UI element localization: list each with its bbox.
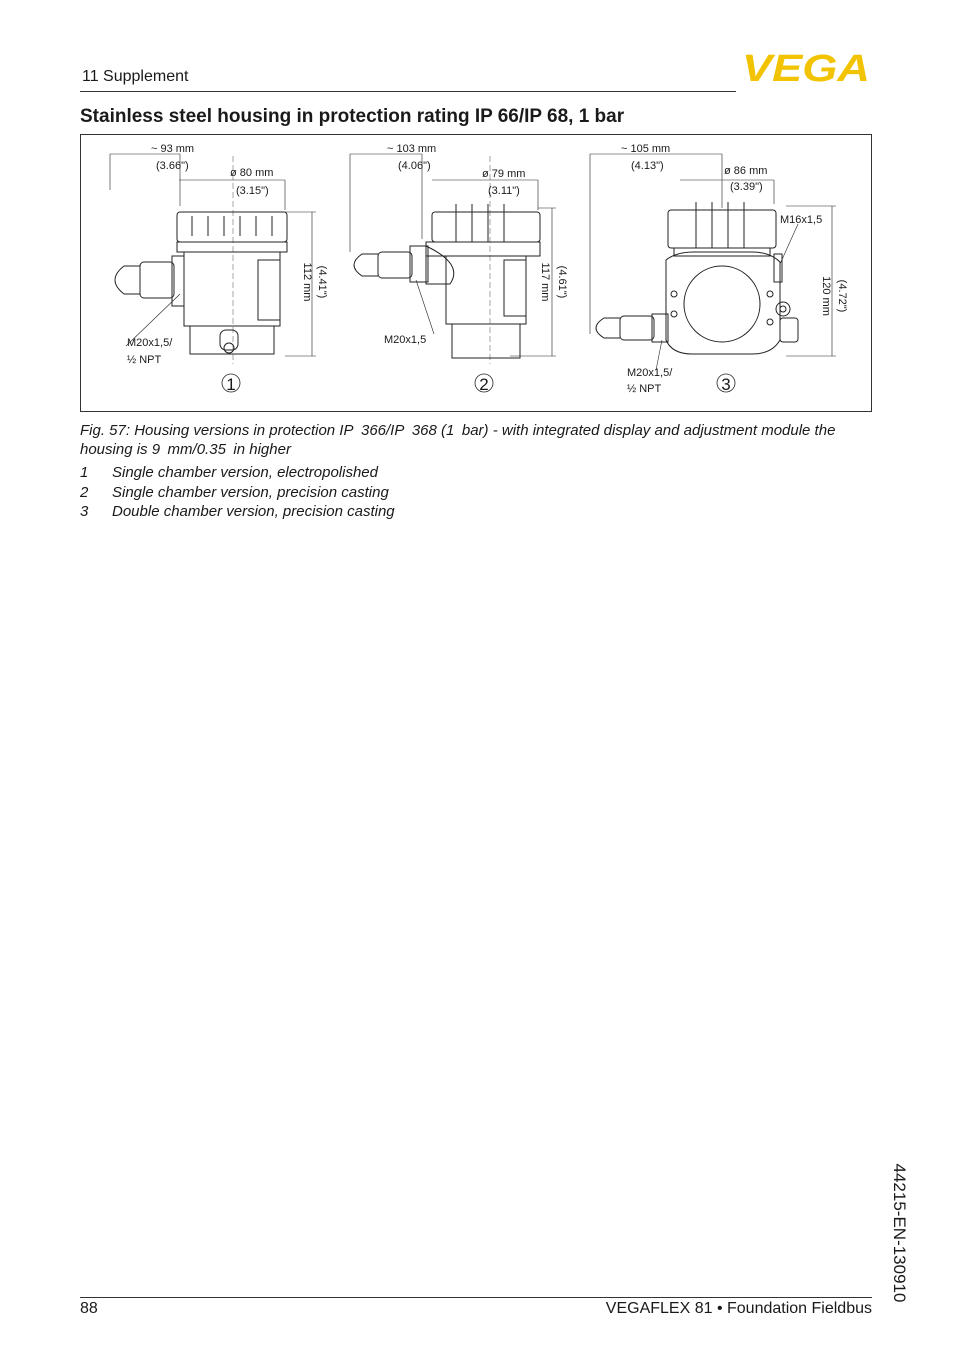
h3-width-mm: ~ 105 mm <box>621 143 671 155</box>
h2-diameter-mm: ø 79 mm <box>482 168 526 180</box>
housing-3-marker: 3 <box>721 375 731 394</box>
h3-height-mm: 120 mm <box>820 276 832 316</box>
housing-drawing <box>80 134 872 412</box>
housing-3-drawing <box>590 154 836 356</box>
h2-width-mm: ~ 103 mm <box>387 143 437 155</box>
h2-height-mm: 117 mm <box>539 262 551 302</box>
legend-number: 1 <box>80 464 89 481</box>
h3-diameter-in: (3.39") <box>730 181 763 193</box>
h1-thread-line2: ½ NPT <box>127 354 162 366</box>
header-rule <box>80 91 736 92</box>
page-title: Stainless steel housing in protection rating IP 66/IP 68, 1 bar <box>80 106 625 127</box>
h2-height-in: (4.61") <box>556 265 568 299</box>
figure-caption: Fig. 57: Housing versions in protection IP 366/IP 368 (1 bar) - with integrated display and adjustment module the housing is 9 mm/0.35 in higher <box>80 422 836 458</box>
document-id: 44215-EN-130910 <box>890 1163 909 1303</box>
h1-diameter-mm: ø 80 mm <box>230 167 274 179</box>
vega-logo <box>742 50 872 84</box>
page-number: 88 <box>80 1300 98 1317</box>
h1-width-mm: ~ 93 mm <box>151 143 195 155</box>
footer-rule <box>80 1297 872 1298</box>
h1-height-in: (4.41") <box>316 265 328 299</box>
h3-thread-line1: M20x1,5/ <box>627 367 673 379</box>
h3-thread-top: M16x1,5 <box>780 214 823 226</box>
legend-number: 3 <box>80 503 89 520</box>
footer-doc-title: VEGAFLEX 81 • Foundation Fieldbus <box>605 1300 872 1317</box>
housing-1-marker: 1 <box>226 375 236 394</box>
legend-item <box>80 503 395 523</box>
section-label: 11 Supplement <box>82 68 189 85</box>
logo-text: VEGA <box>742 50 870 84</box>
legend-text: Single chamber version, electropolished <box>112 464 378 481</box>
legend-item <box>80 464 395 484</box>
h3-width-in: (4.13") <box>631 160 664 172</box>
legend-text: Double chamber version, precision casting <box>112 503 395 520</box>
housing-2-drawing <box>350 154 556 364</box>
h1-diameter-in: (3.15") <box>236 185 269 197</box>
housing-1-drawing <box>110 154 316 364</box>
h3-height-in: (4.72") <box>836 279 848 313</box>
h1-width-in: (3.66") <box>156 160 189 172</box>
housing-2-marker: 2 <box>479 375 489 394</box>
legend-number: 2 <box>80 483 89 501</box>
h2-thread: M20x1,5 <box>384 334 427 346</box>
legend-text: Single chamber version, precision casting <box>112 483 389 501</box>
h3-diameter-mm: ø 86 mm <box>724 165 768 177</box>
h1-thread-line1: M20x1,5/ <box>127 337 173 349</box>
h3-thread-line2: ½ NPT <box>627 383 662 395</box>
h1-height-mm: 112 mm <box>301 262 313 302</box>
legend-item <box>80 484 395 504</box>
h2-diameter-in: (3.11") <box>488 185 520 197</box>
h2-width-in: (4.06") <box>398 160 431 172</box>
figure-legend <box>80 464 395 523</box>
